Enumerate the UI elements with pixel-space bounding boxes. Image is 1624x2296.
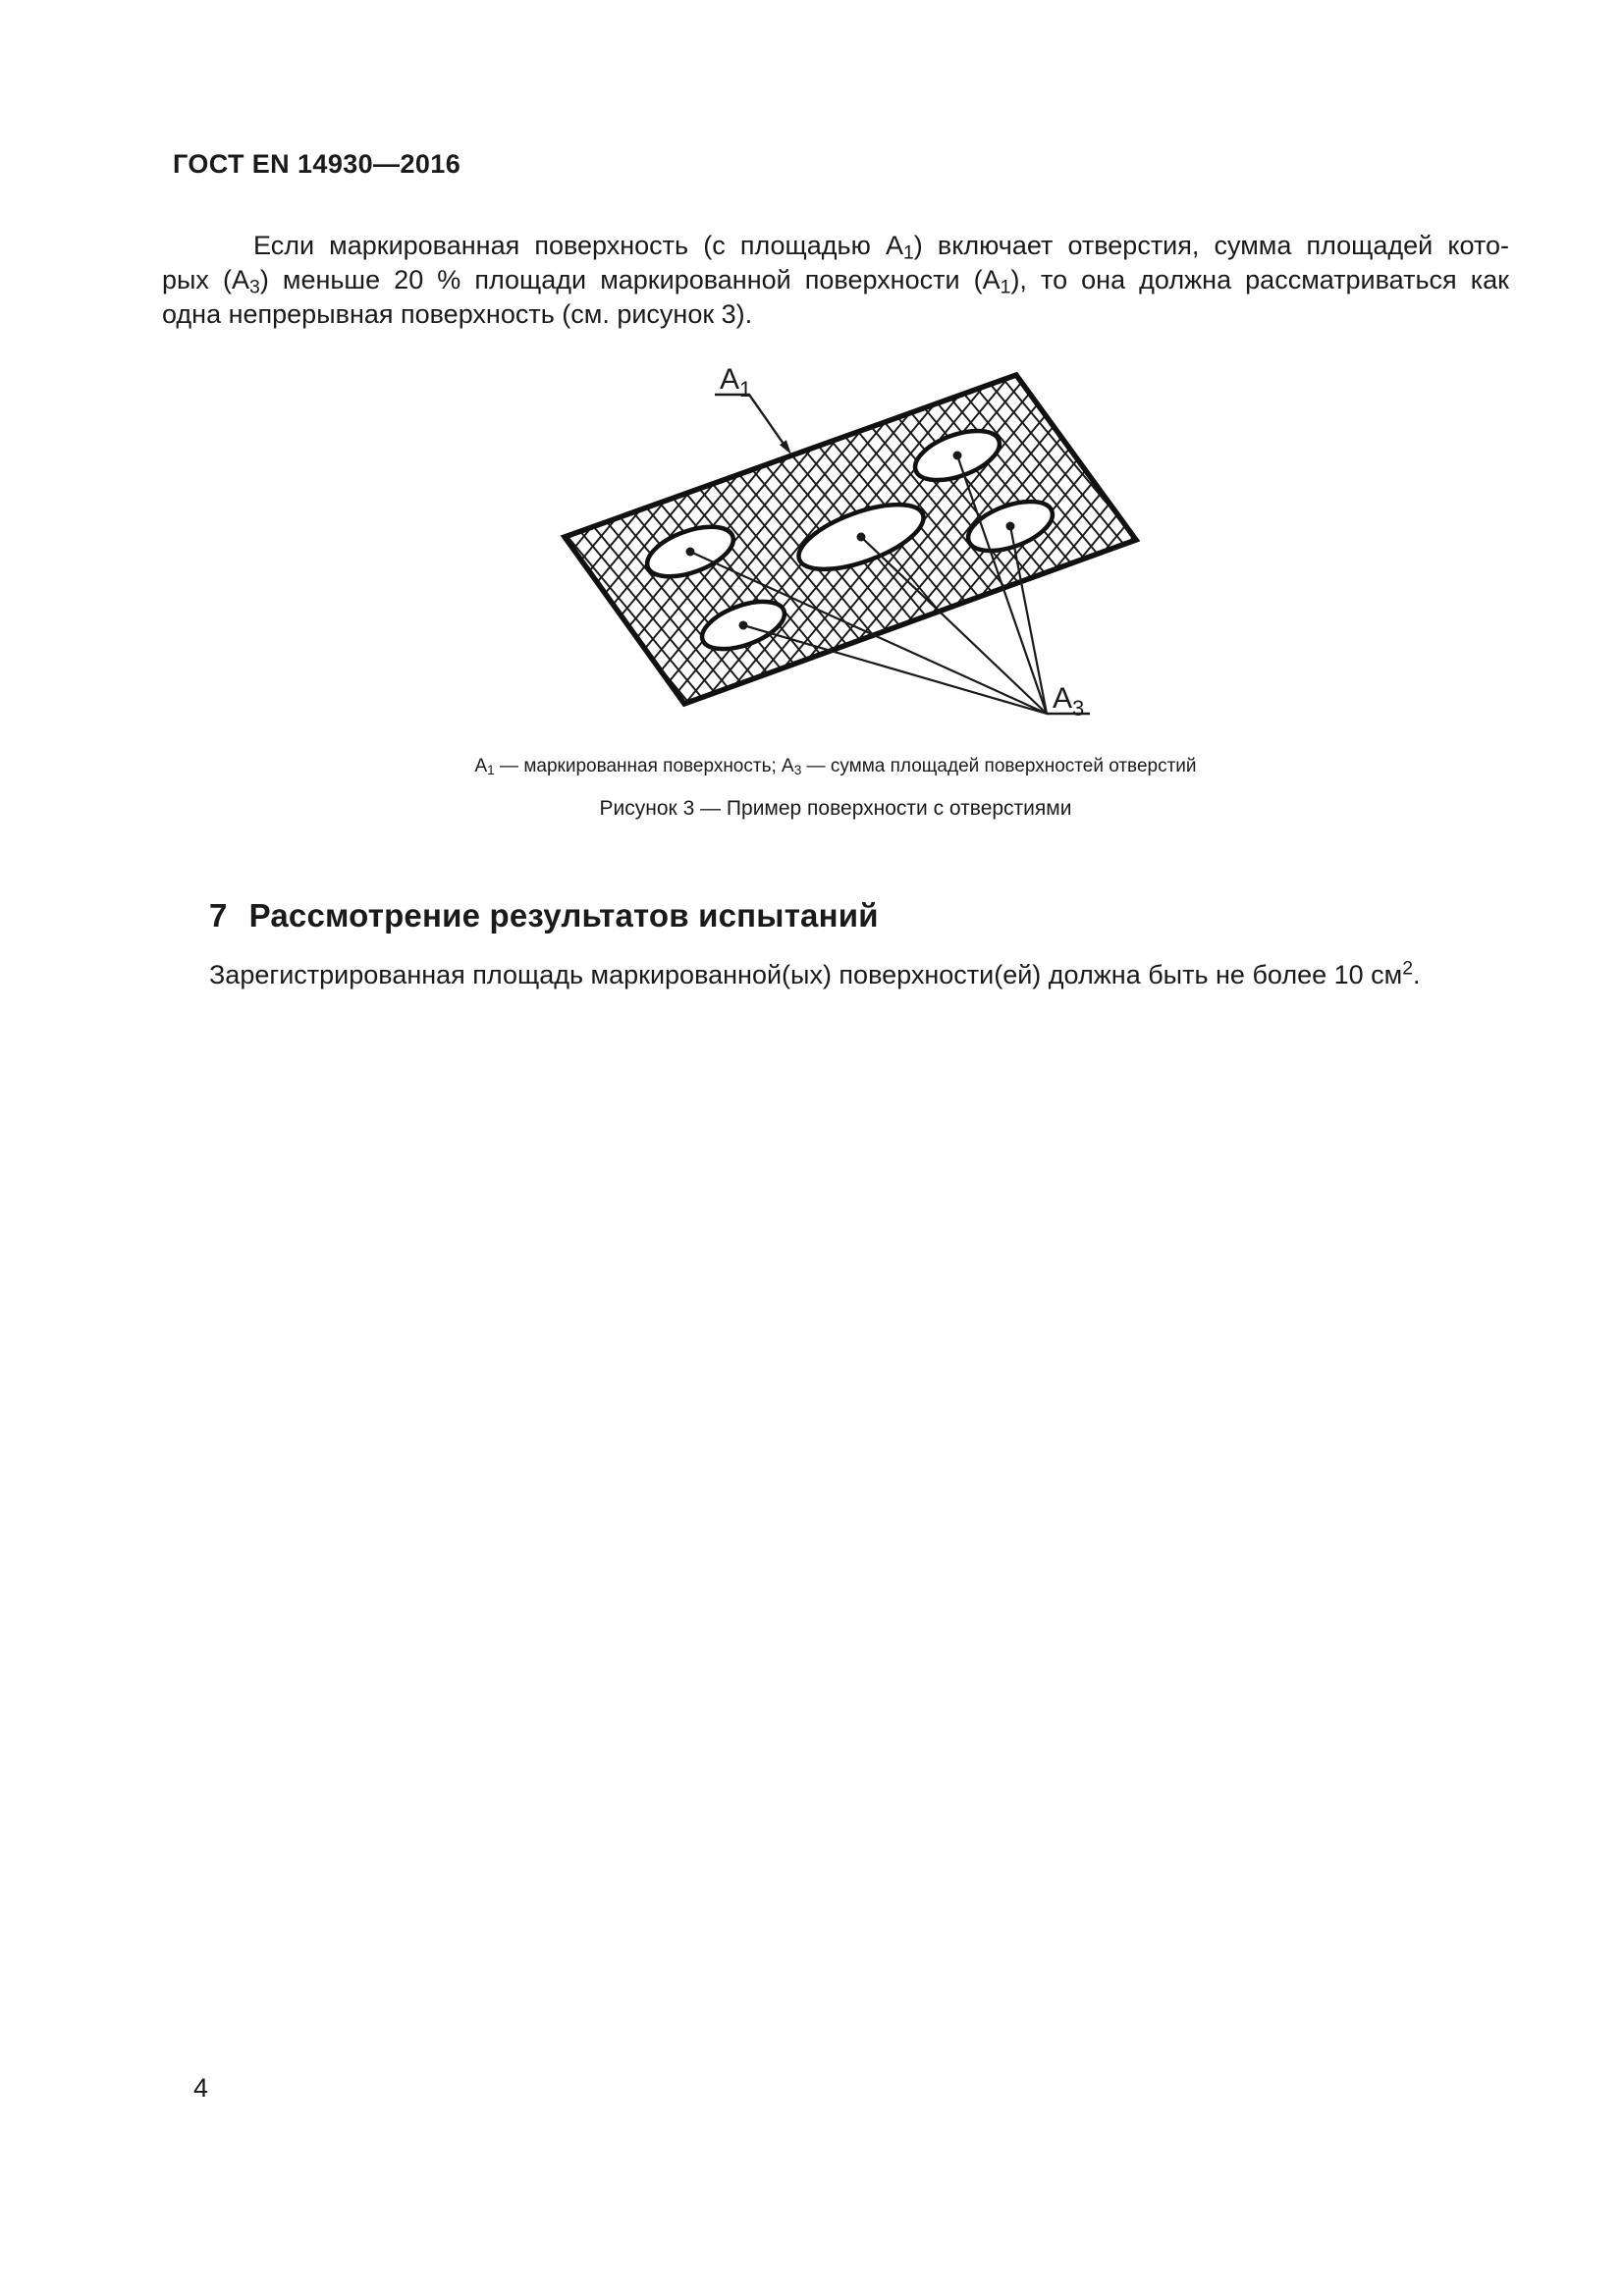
a1-leader-line — [715, 395, 785, 447]
page-number: 4 — [193, 2073, 209, 2103]
figure-legend: $A_1$ — маркированная поверхность; $A_3$ — сумма площадей поверхностей отверстий — [474, 756, 1197, 777]
section-number: 7 — [209, 897, 228, 934]
paragraph-line: одна непрерывная поверхность (см. рисунок 3). — [162, 299, 753, 329]
label-a1: $A_1$ — [720, 363, 752, 401]
figure-caption: Рисунок 3 — Пример поверхности с отверстиями — [599, 797, 1072, 820]
section-heading — [209, 897, 879, 934]
results-paragraph — [162, 958, 1509, 992]
hole-center-dot — [953, 452, 962, 460]
page-header: ГОСТ EN 14930—2016 — [173, 149, 461, 179]
paragraph-line: рых $(A_3)$ меньше 20 % площади маркированной поверхности $(A_1)$, то она должна рассматриваться как — [162, 265, 1509, 298]
hole-center-dot — [686, 548, 695, 557]
hole-center-dot — [857, 533, 866, 542]
paragraph-line: Если маркированная поверхность (с площадью $A_1$) включает отверстия, сумма площадей кото- — [253, 231, 1509, 264]
hole-center-dot — [1006, 522, 1015, 531]
hole-center-dot — [739, 621, 748, 630]
a1-callout — [715, 363, 791, 454]
paragraph-line: Зарегистрированная площадь маркированной(ых) поверхности(ей) должна быть не более 10 $см^2$. — [209, 957, 1421, 989]
a3-callout — [1047, 682, 1090, 721]
figure-3-drawing — [491, 344, 1178, 736]
label-a3: $A_3$ — [1053, 682, 1085, 721]
intro-paragraph — [162, 229, 1509, 332]
section-title: Рассмотрение результатов испытаний — [248, 897, 879, 934]
